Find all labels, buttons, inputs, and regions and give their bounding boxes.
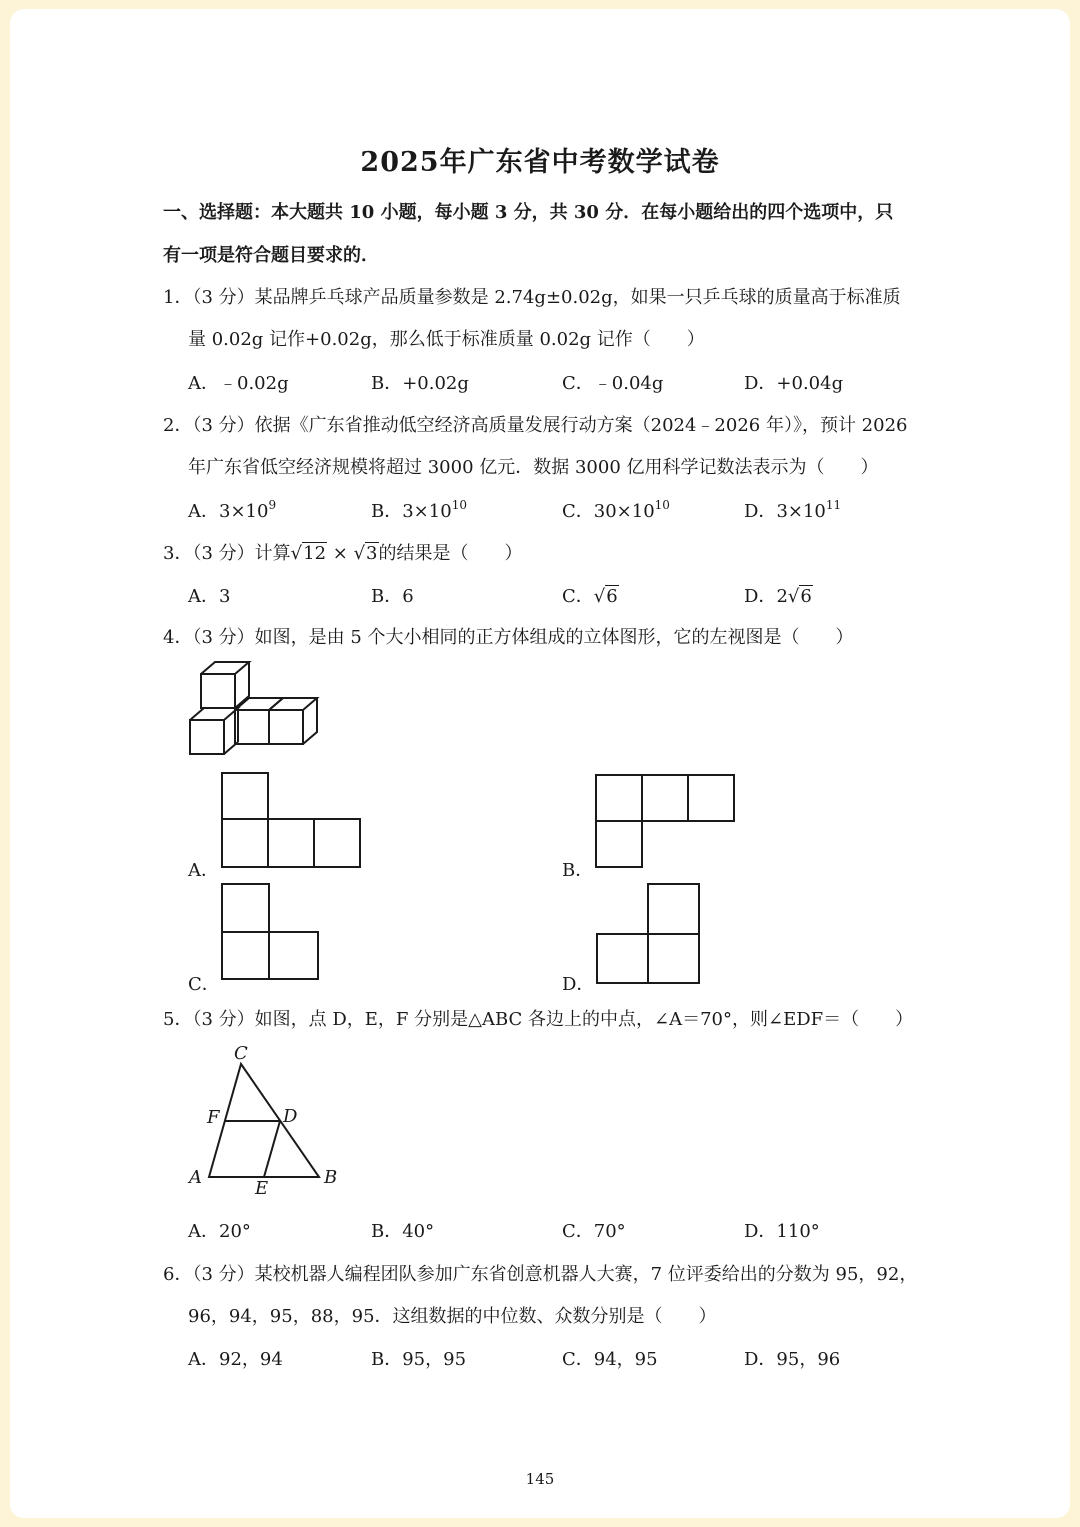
vertex-e-label: E [255,1178,269,1199]
q5-triangle-figure [185,1040,345,1200]
q5-option-b: B．40° [371,1221,435,1242]
q1-option-d: D．+0.04g [744,373,844,394]
q4-option-b-figure [594,773,738,871]
q1-option-b: B．+0.02g [371,373,469,394]
q4-option-d-figure [595,882,703,986]
q2-option-b: B．$3\times 10^{10}$ [371,498,467,522]
q6-option-a: A．92，94 [188,1349,283,1370]
q5-option-d: D．110° [744,1221,820,1242]
q5-option-c: C．70° [562,1221,626,1242]
q3-option-d: D．2√6 [744,586,812,607]
q2-option-c: C．$30\times 10^{10}$ [562,498,670,522]
q4-option-c-figure [220,882,322,982]
q1-option-a: A．﹣0.02g [188,373,289,394]
vertex-a-label: A [189,1167,202,1188]
q3-option-b: B．6 [371,586,414,607]
page-number: 145 [525,1470,555,1488]
vertex-f-label: F [207,1107,220,1128]
q1-option-c: C．﹣0.04g [562,373,664,394]
q4-option-d-label: D． [562,974,595,995]
vertex-d-label: D [283,1106,298,1127]
q6-option-d: D．95，96 [744,1349,841,1370]
q4-option-a-label: A． [188,860,219,881]
section-heading-line1: 一、选择题：本大题共 10 小题，每小题 3 分，共 30 分．在每小题给出的四个选项中，只 [163,202,894,223]
q4-stem: 4．（3 分）如图，是由 5 个大小相同的正方体组成的立体图形，它的左视图是（ ） [163,627,854,648]
q6-stem-line1: 6．（3 分）某校机器人编程团队参加广东省创意机器人大赛，7 位评委给出的分数为 95，92， [163,1264,918,1285]
q5-option-a: A．20° [188,1221,251,1242]
q4-option-c-label: C． [188,974,220,995]
q6-option-c: C．94，95 [562,1349,658,1370]
q3-stem: 3．（3 分）计算√12 × √3的结果是（ ） [163,543,523,564]
q2-stem-line2: 年广东省低空经济规模将超过 3000 亿元．数据 3000 亿用科学记数法表示为（ ） [188,457,879,478]
paper-page [10,9,1070,1518]
q1-stem-line1: 1．（3 分）某品牌乒乓球产品质量参数是 2.74g±0.02g，如果一只乒乓球的质量高于标准质 [163,287,901,308]
section-heading-line2: 有一项是符合题目要求的． [163,245,379,266]
q3-option-c: C．√6 [562,586,618,607]
q2-option-a: A．$3\times 10^9$ [188,498,277,522]
q3-option-a: A．3 [188,586,231,607]
q1-stem-line2: 量 0.02g 记作+0.02g，那么低于标准质量 0.02g 记作（ ） [188,329,705,350]
vertex-b-label: B [324,1167,338,1188]
q5-stem: 5．（3 分）如图，点 D，E，F 分别是△ABC 各边上的中点，∠A＝70°，则∠EDF＝（ ） [163,1009,914,1030]
q4-option-a-figure [220,771,362,871]
q4-option-b-label: B． [562,860,594,881]
q2-stem-line1: 2．（3 分）依据《广东省推动低空经济高质量发展行动方案（2024﹣2026 年）》，预计 2026 [163,415,908,436]
q6-stem-line2: 96，94，95，88，95．这组数据的中位数、众数分别是（ ） [188,1306,717,1327]
q4-cube-figure [185,660,325,760]
q2-option-d: D．$3\times 10^{11}$ [744,498,842,522]
q6-option-b: B．95，95 [371,1349,467,1370]
vertex-c-label: C [234,1043,248,1064]
exam-title: 2025年广东省中考数学试卷 [360,147,720,178]
